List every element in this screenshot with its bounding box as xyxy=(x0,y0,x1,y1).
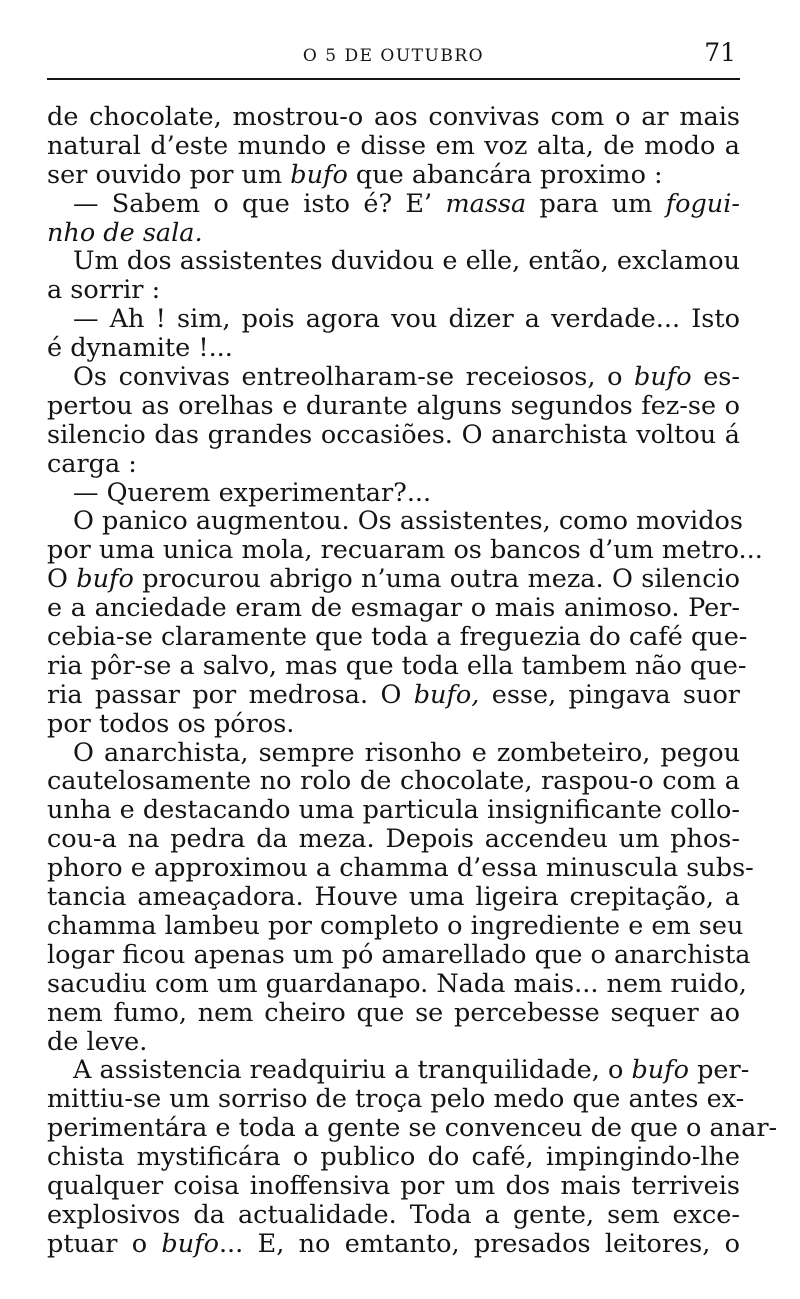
text-run: por uma unica mola, recuaram os bancos d’um metro... xyxy=(47,535,763,566)
text-line xyxy=(47,276,740,305)
text-line xyxy=(47,363,740,392)
text-run: é dynamite !... xyxy=(47,333,233,364)
text-run: es- xyxy=(691,362,740,393)
text-line xyxy=(47,767,740,796)
text-line xyxy=(47,1113,778,1144)
italic-term: fogui- xyxy=(665,188,740,219)
italic-term: massa xyxy=(445,188,527,219)
text-line xyxy=(47,334,740,363)
text-line xyxy=(47,594,740,623)
text-line xyxy=(47,1230,740,1259)
text-line xyxy=(47,968,747,999)
text-run: O xyxy=(47,564,77,595)
text-run: nem fumo, nem cheiro que se percebesse sequer ao xyxy=(47,997,740,1028)
text-run: natural d’este mundo e disse em voz alta, de modo a xyxy=(47,130,740,161)
text-line xyxy=(47,161,740,190)
text-line xyxy=(47,910,744,941)
italic-term: bufo xyxy=(634,362,692,393)
text-run: pertou as orelhas e durante alguns segundos fez-se o xyxy=(47,390,740,421)
text-run: sacudiu com um guardanapo. Nada mais... nem ruido, xyxy=(47,968,747,999)
text-run: Um dos assistentes duvidou e elle, então, exclamou xyxy=(73,246,740,277)
text-line xyxy=(47,479,740,508)
text-run: qualquer coisa inoffensiva por um dos mais terriveis xyxy=(47,1170,740,1201)
text-run: A assistencia readquiriu a tranquilidade, o xyxy=(73,1055,632,1086)
text-line xyxy=(47,103,740,132)
text-line xyxy=(47,392,740,421)
text-line xyxy=(47,450,740,479)
text-line xyxy=(47,622,748,653)
text-run: silencio das grandes occasiões. O anarchista voltou á xyxy=(47,419,740,450)
text-line xyxy=(47,1084,745,1115)
text-run: — Querem experimentar?... xyxy=(73,477,432,508)
text-line xyxy=(47,650,747,681)
text-run: O anarchista, sempre risonho e zombeteiro, pegou xyxy=(73,737,740,768)
text-run: que abancára proximo : xyxy=(347,159,663,190)
text-line xyxy=(47,1172,740,1201)
text-run: carga : xyxy=(47,448,137,479)
text-run: — Ah ! sim, pois agora vou dizer a verdade... Isto xyxy=(73,304,740,335)
body-text xyxy=(47,102,778,1259)
text-run: de chocolate, mostrou-o aos convivas com o ar mais xyxy=(47,102,740,132)
text-line xyxy=(47,565,740,594)
text-line xyxy=(47,219,740,248)
text-line xyxy=(47,883,740,912)
running-title: O 5 DE OUTUBRO xyxy=(302,46,485,66)
text-run: chista mystificára o publico do café, impingindo-lhe xyxy=(47,1142,740,1173)
text-run: por todos os póros. xyxy=(47,708,295,739)
page-header xyxy=(47,38,740,80)
text-run: tancia ameaçadora. Houve uma ligeira crepitação, a xyxy=(47,882,740,913)
text-line xyxy=(47,1143,740,1172)
text-run: ptuar o xyxy=(47,1228,162,1259)
text-line xyxy=(47,1055,750,1086)
text-run: ser ouvido por um xyxy=(47,159,291,190)
text-line xyxy=(47,535,763,566)
text-run: per- xyxy=(688,1055,750,1086)
text-line xyxy=(47,421,740,450)
text-run: ria pôr-se a salvo, mas que toda ella tambem não que- xyxy=(47,650,747,681)
text-line xyxy=(47,1201,740,1230)
italic-term: bufo xyxy=(76,564,134,595)
text-run: perimentára e toda a gente se convenceu de que o anar- xyxy=(47,1113,778,1144)
text-line xyxy=(47,190,740,219)
text-run: ria passar por medrosa. O xyxy=(47,679,414,710)
text-line xyxy=(47,1028,740,1057)
text-run: para um xyxy=(526,188,666,219)
text-run: O panico augmentou. Os assistentes, como movidos xyxy=(73,506,743,537)
text-run: e a anciedade eram de esmagar o mais animoso. Per- xyxy=(47,593,740,624)
text-run: procurou abrigo n’uma outra meza. O silencio xyxy=(133,564,740,595)
text-line xyxy=(47,739,740,768)
text-run: esse, pingava suor xyxy=(479,679,740,710)
italic-term: bufo xyxy=(161,1228,219,1259)
text-line xyxy=(47,132,740,161)
text-line xyxy=(47,710,740,739)
text-run: logar ficou apenas um pó amarellado que o anarchista xyxy=(47,939,751,970)
text-line xyxy=(47,796,740,825)
text-run: — Sabem o que isto é? E’ xyxy=(73,188,446,219)
text-run: cebia-se claramente que toda a freguezia do café que- xyxy=(47,622,748,653)
italic-term: bufo, xyxy=(413,679,480,710)
text-run: Os convivas entreolharam-se receiosos, o xyxy=(73,362,635,393)
italic-term: nho de sala. xyxy=(47,217,203,248)
text-run: cou-a na pedra da meza. Depois accendeu um phos- xyxy=(47,824,740,855)
text-line xyxy=(47,825,740,854)
text-run: phoro e approximou a chamma d’essa minuscula subs- xyxy=(47,853,754,884)
text-run: de leve. xyxy=(47,1026,148,1057)
text-run: unha e destacando uma particula insignificante collo- xyxy=(47,795,740,826)
text-line xyxy=(47,939,751,970)
page-number: 71 xyxy=(704,38,736,67)
text-line xyxy=(47,305,740,334)
text-run: cautelosamente no rolo de chocolate, raspou-o com a xyxy=(47,766,740,797)
text-line xyxy=(47,247,740,276)
text-run: explosivos da actualidade. Toda a gente, sem exce- xyxy=(47,1199,740,1230)
text-line xyxy=(47,506,743,537)
text-run: ... E, no emtanto, presados leitores, o xyxy=(218,1228,741,1259)
text-run: a sorrir : xyxy=(47,275,161,306)
text-run: mittiu-se um sorriso de troça pelo medo que antes ex- xyxy=(47,1084,745,1115)
text-line xyxy=(47,999,740,1028)
italic-term: bufo xyxy=(631,1055,689,1086)
text-line xyxy=(47,853,754,884)
text-line xyxy=(47,681,740,710)
text-run: chamma lambeu por completo o ingrediente e em seu xyxy=(47,910,744,941)
italic-term: bufo xyxy=(290,159,348,190)
